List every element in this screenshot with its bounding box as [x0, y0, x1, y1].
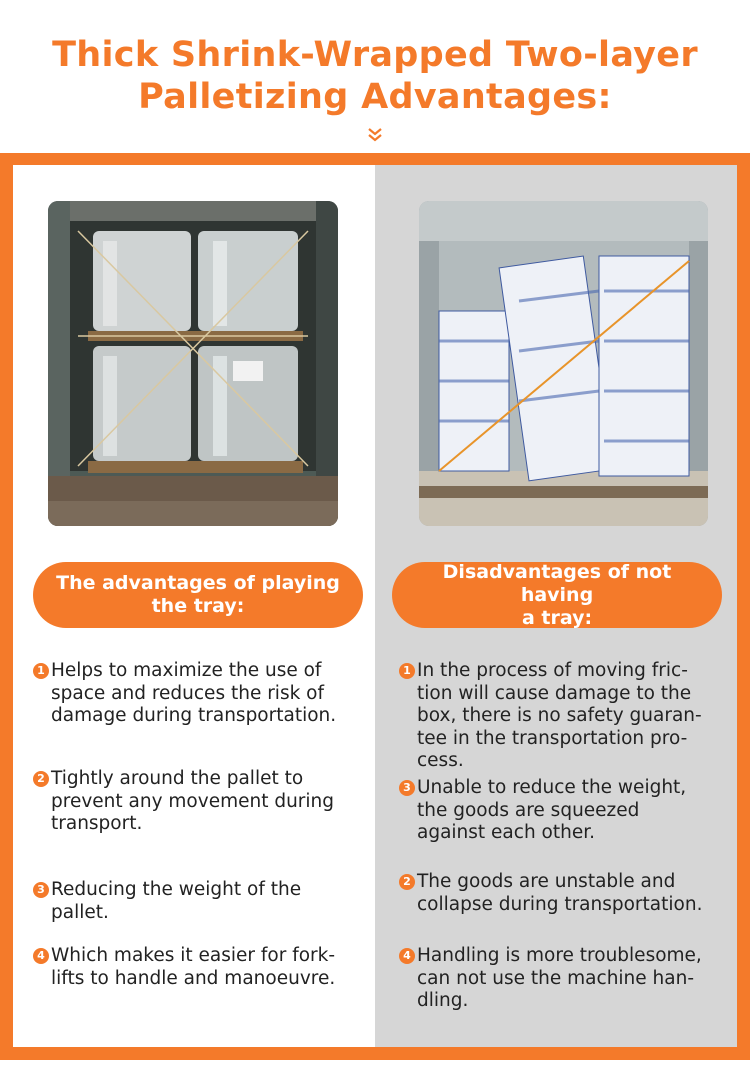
item-line: Handling is more troublesome,	[417, 945, 702, 966]
disadvantage-item	[403, 945, 735, 1013]
palletized-rolls-photo	[48, 201, 338, 526]
item-line: collapse during transportation.	[417, 893, 703, 915]
item-line: tion will cause damage to the	[417, 682, 692, 704]
item-line: pallet.	[51, 901, 109, 923]
disadvantages-heading-line-1: Disadvantages of not having	[442, 560, 672, 606]
item-line: Reducing the weight of the	[51, 879, 302, 900]
item-line: lifts to handle and manoeuvre.	[51, 967, 336, 989]
page-title	[0, 34, 750, 118]
item-line: In the process of moving fric-	[417, 660, 688, 681]
item-line: Which makes it easier for fork-	[51, 945, 336, 966]
item-line: space and reduces the risk of	[51, 682, 325, 704]
item-line: the goods are squeezed	[417, 799, 640, 821]
item-line: dling.	[417, 990, 469, 1011]
advantages-heading-line-1: The advantages of playing	[56, 572, 340, 594]
advantage-item	[37, 945, 371, 990]
number-badge-icon: 2	[399, 874, 415, 890]
number-badge-icon: 4	[33, 948, 49, 964]
item-line: Helps to maximize the use of	[51, 660, 322, 681]
item-line: against each other.	[417, 822, 596, 843]
item-line: The goods are unstable and	[417, 871, 676, 892]
disadvantage-item	[403, 777, 735, 845]
number-badge-icon: 1	[399, 663, 415, 679]
item-line: can not use the machine han-	[417, 967, 695, 989]
advantages-heading	[33, 562, 363, 628]
title-line-2: Palletizing Advantages:	[138, 77, 612, 117]
advantage-item	[37, 879, 371, 924]
number-badge-icon: 3	[33, 882, 49, 898]
item-line: box, there is no safety guaran-	[417, 705, 702, 726]
item-line: tee in the transportation pro-	[417, 727, 688, 749]
item-line: transport.	[51, 813, 143, 834]
number-badge-icon: 2	[33, 771, 49, 787]
number-badge-icon: 1	[33, 663, 49, 679]
advantage-item	[37, 660, 371, 728]
title-line-1: Thick Shrink-Wrapped Two-layer	[52, 35, 698, 75]
number-badge-icon: 4	[399, 948, 415, 964]
advantages-heading-line-2: the tray:	[151, 595, 245, 617]
disadvantages-heading	[392, 562, 722, 628]
item-line: cess.	[417, 750, 464, 771]
disadvantage-item	[403, 660, 735, 773]
item-line: Unable to reduce the weight,	[417, 777, 687, 798]
unpalletized-boxes-photo	[419, 201, 708, 526]
item-line: Tightly around the pallet to	[51, 768, 304, 789]
advantage-item	[37, 768, 371, 836]
disadvantage-item	[403, 871, 735, 916]
double-chevron-down-icon	[366, 126, 384, 144]
disadvantages-heading-line-2: a tray:	[521, 606, 593, 629]
item-line: damage during transportation.	[51, 705, 337, 726]
item-line: prevent any movement during	[51, 790, 335, 812]
number-badge-icon: 3	[399, 780, 415, 796]
